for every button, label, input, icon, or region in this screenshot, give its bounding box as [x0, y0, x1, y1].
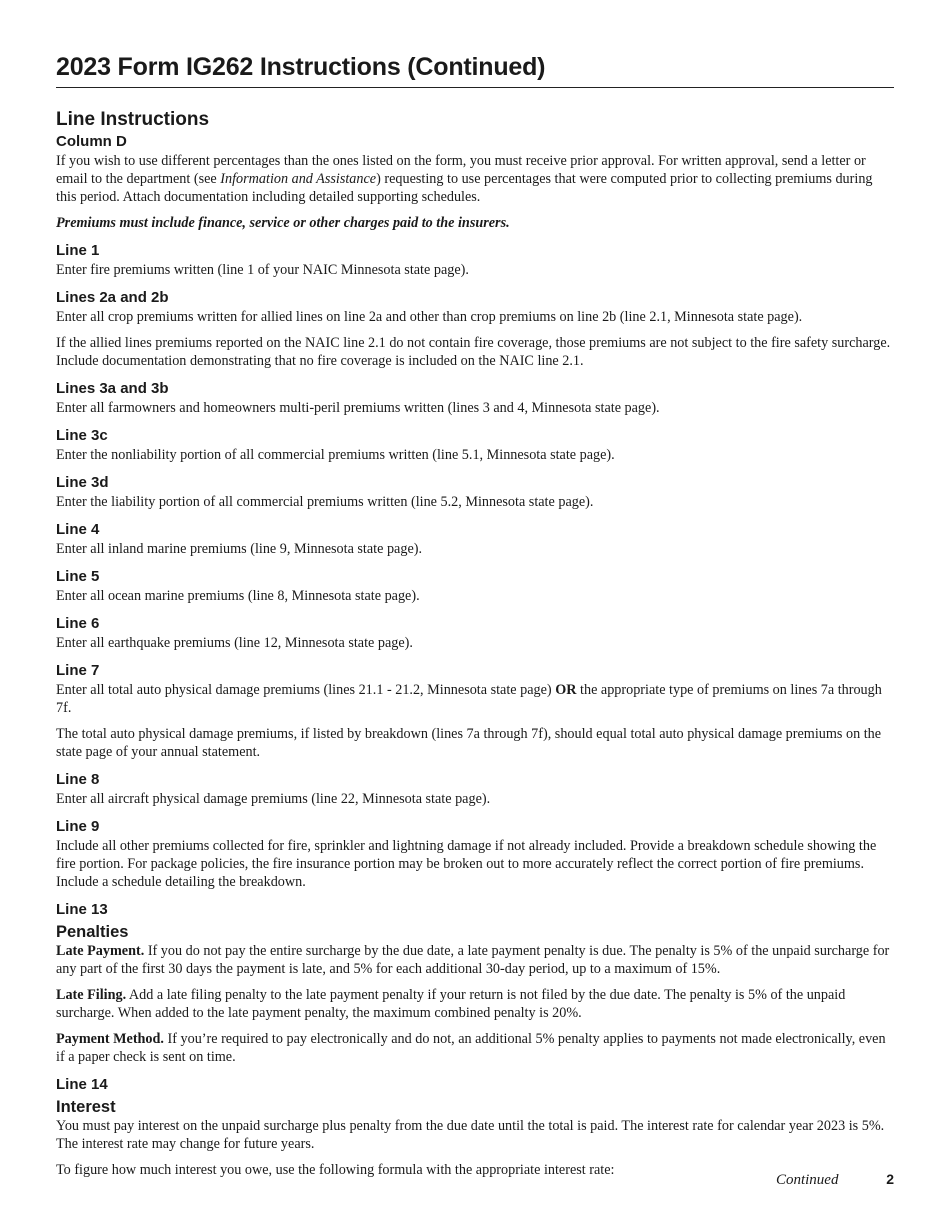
line-14-heading: Line 14 — [56, 1076, 108, 1093]
line-3ab-section — [56, 379, 894, 417]
line-2-section — [56, 288, 894, 370]
line-3c-text: Enter the nonliability portion of all commercial premiums written (line 5.1, Minnesota state page). — [56, 447, 615, 463]
line-8-section — [56, 770, 894, 808]
line-1-heading: Line 1 — [56, 242, 100, 259]
line-13-heading: Line 13 — [56, 901, 108, 918]
late-filing-text: Add a late filing penalty to the late payment penalty if your return is not filed by the due date. The penalty is 5% of the unpaid surcharge. When added to the late payment penalty, the maximum combined penalty is 20%. — [56, 987, 846, 1021]
line-1-section — [56, 241, 894, 279]
line-9-section — [56, 817, 894, 891]
line-3c-section — [56, 426, 894, 464]
column-d-heading: Column D — [56, 133, 127, 150]
interest-text: You must pay interest on the unpaid surcharge plus penalty from the due date until the total is paid. The interest rate for calendar year 2023 is 5%. The interest rate may change for future years. — [56, 1118, 885, 1152]
line-14-section — [56, 1075, 894, 1179]
payment-method-label: Payment Method. — [56, 1031, 164, 1047]
penalties-heading: Penalties — [56, 923, 129, 941]
page-number: 2 — [886, 1171, 894, 1187]
page-footer — [776, 1170, 894, 1189]
section-title: Line Instructions — [56, 109, 210, 130]
payment-method-paragraph — [56, 1030, 894, 1066]
line-6-text: Enter all earthquake premiums (line 12, Minnesota state page). — [56, 635, 413, 651]
line-7-or: OR — [555, 682, 577, 698]
line-7-heading: Line 7 — [56, 662, 100, 679]
line-4-section — [56, 520, 894, 558]
line-4-text: Enter all inland marine premiums (line 9, Minnesota state page). — [56, 541, 423, 557]
column-d-text-start: If you wish to use different percentages than the ones listed on the form, you must receive prior approval. For written approval, send a letter or email to the department (see — [56, 153, 866, 187]
line-4-heading: Line 4 — [56, 521, 100, 538]
line-3ab-text: Enter all farmowners and homeowners multi-peril premiums written (lines 3 and 4, Minnesota state page). — [56, 400, 660, 416]
late-payment-label: Late Payment. — [56, 943, 145, 959]
line-7-text-start: Enter all total auto physical damage premiums (lines 21.1 - 21.2, Minnesota state page) — [56, 682, 556, 698]
line-7-section — [56, 661, 894, 761]
line-6-section — [56, 614, 894, 652]
line-13-section — [56, 900, 894, 1066]
line-3d-heading: Line 3d — [56, 474, 109, 491]
line-9-text: Include all other premiums collected for fire, sprinkler and lightning damage if not already included. Provide a breakdown schedule showing the fire portion. For package policies, the fire insurance portion may be broken out to more accurately reflect the correct portion of fire premiums. Include a schedule detailing the breakdown. — [56, 838, 877, 890]
line-9-heading: Line 9 — [56, 818, 100, 835]
line-3d-text: Enter the liability portion of all commercial premiums written (line 5.2, Minnesota state page). — [56, 494, 594, 510]
line-3ab-heading: Lines 3a and 3b — [56, 380, 169, 397]
line-6-heading: Line 6 — [56, 615, 100, 632]
page-title: 2023 Form IG262 Instructions (Continued) — [56, 52, 894, 88]
column-d-text-end: ) requesting to use percentages that were computed prior to collecting premiums during this period. Attach documentation including detailed supporting schedules. — [56, 171, 873, 205]
line-7-text — [56, 681, 894, 717]
line-2-text: Enter all crop premiums written for allied lines on line 2a and other than crop premiums on line 2b (line 2.1, Minnesota state page). — [56, 309, 803, 325]
premiums-note: Premiums must include finance, service or other charges paid to the insurers. — [56, 215, 510, 231]
line-3c-heading: Line 3c — [56, 427, 108, 444]
column-d-section — [56, 132, 894, 232]
information-assistance-reference: Information and Assistance — [220, 171, 377, 187]
interest-heading: Interest — [56, 1098, 116, 1116]
line-7-text-2: The total auto physical damage premiums, if listed by breakdown (lines 7a through 7f), should equal total auto physical damage premiums on the state page of your annual statement. — [56, 726, 882, 760]
late-payment-text: If you do not pay the entire surcharge by the due date, a late payment penalty is due. The penalty is 5% of the unpaid surcharge for any part of the first 30 days the payment is late, and 5% for each additional 30-day period, up to a maximum of 15%. — [56, 943, 890, 977]
late-filing-paragraph — [56, 986, 894, 1022]
late-filing-label: Late Filing. — [56, 987, 127, 1003]
line-5-heading: Line 5 — [56, 568, 100, 585]
line-3d-section — [56, 473, 894, 511]
late-payment-paragraph — [56, 942, 894, 978]
interest-formula-intro: To figure how much interest you owe, use the following formula with the appropriate interest rate: — [56, 1162, 615, 1178]
line-5-section — [56, 567, 894, 605]
line-7-text-end: the appropriate type of premiums on lines 7a through 7f. — [56, 682, 882, 716]
line-8-heading: Line 8 — [56, 771, 100, 788]
line-8-text: Enter all aircraft physical damage premiums (line 22, Minnesota state page). — [56, 791, 491, 807]
line-2-heading: Lines 2a and 2b — [56, 289, 169, 306]
continued-label: Continued — [775, 1172, 839, 1188]
document-page — [56, 52, 894, 1179]
payment-method-text: If you’re required to pay electronically and do not, an additional 5% penalty applies to payments not made electronically, even if a paper check is sent on time. — [56, 1031, 886, 1065]
column-d-paragraph — [56, 152, 894, 206]
line-5-text: Enter all ocean marine premiums (line 8, Minnesota state page). — [56, 588, 420, 604]
line-1-text: Enter fire premiums written (line 1 of your NAIC Minnesota state page). — [56, 262, 469, 278]
line-2-text-2: If the allied lines premiums reported on the NAIC line 2.1 do not contain fire coverage, those premiums are not subject to the fire safety surcharge. Include documentation demonstrating that no fire coverage is included on the NAIC line 2.1. — [56, 335, 891, 369]
